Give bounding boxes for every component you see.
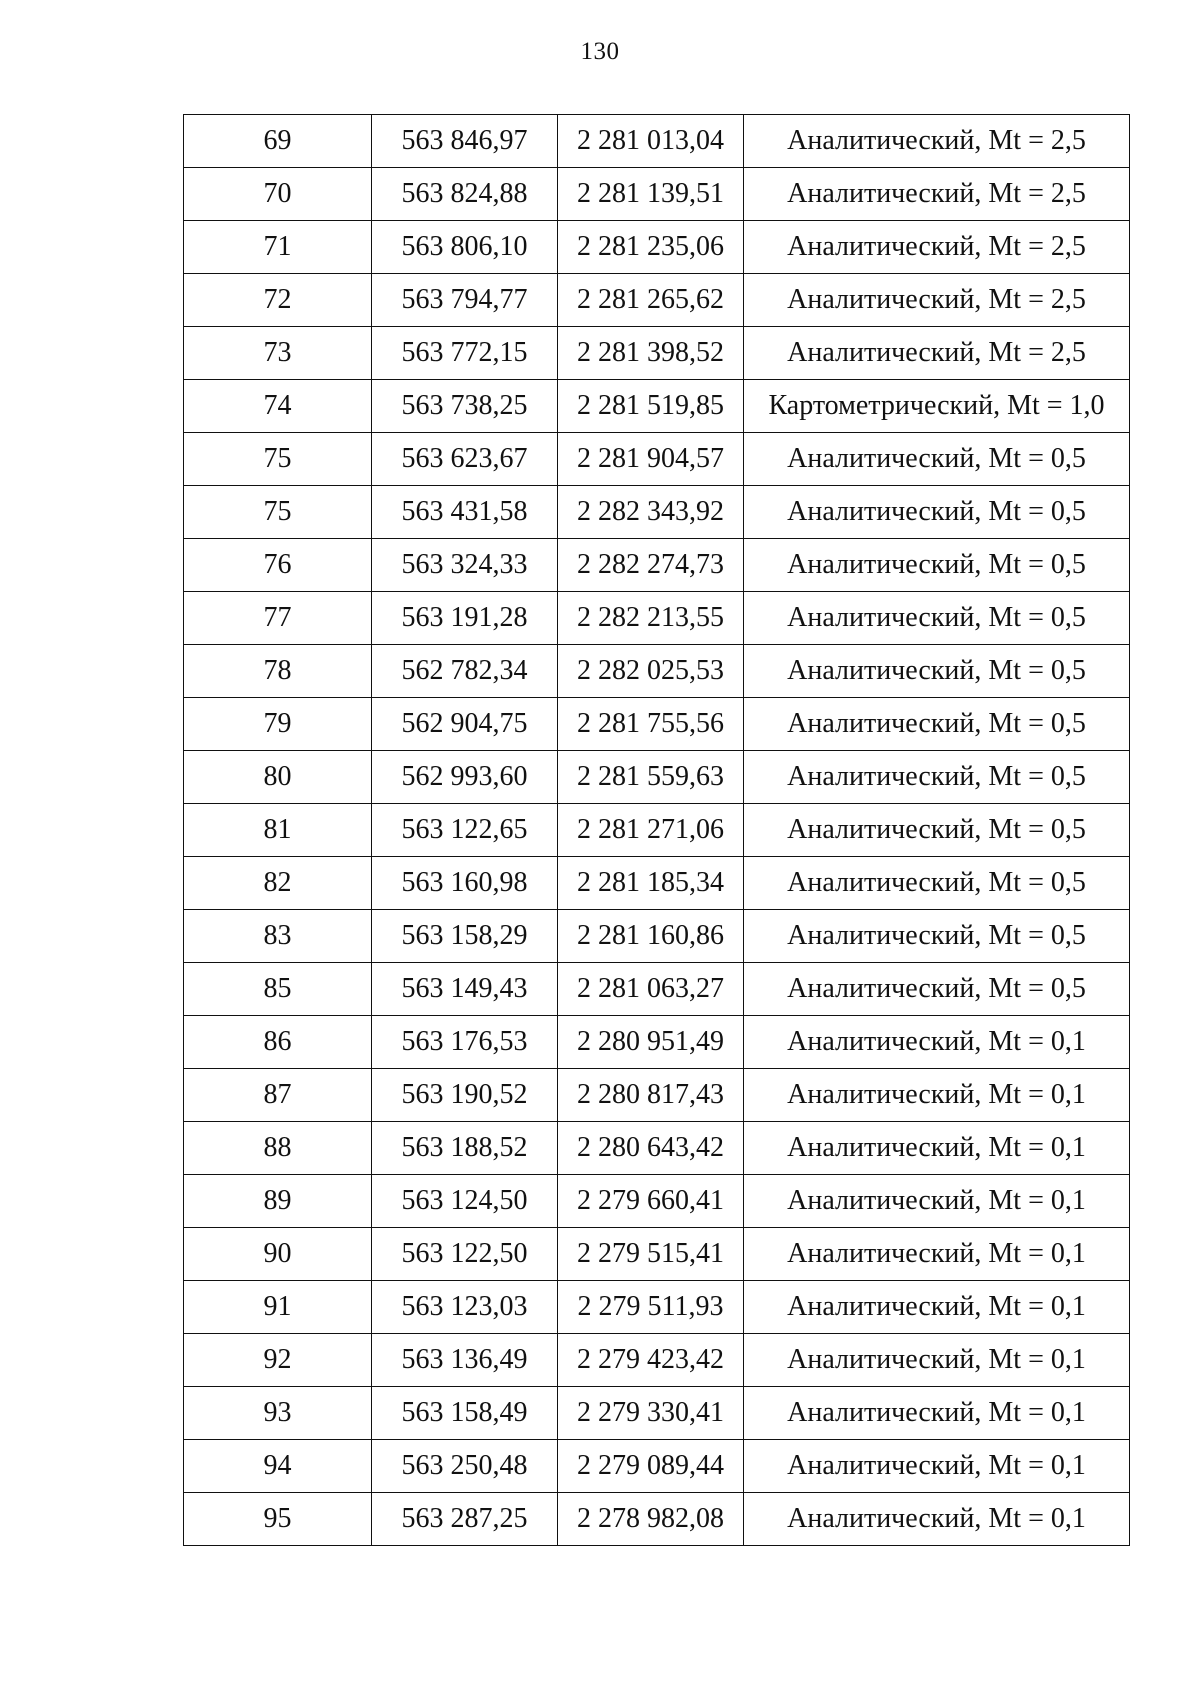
y-coordinate-cell: 2 281 235,06 (558, 221, 744, 274)
point-number-cell: 75 (184, 486, 372, 539)
table-row (184, 1016, 1130, 1069)
x-coordinate-cell: 563 124,50 (372, 1175, 558, 1228)
table-row (184, 539, 1130, 592)
point-number-cell: 90 (184, 1228, 372, 1281)
table-row (184, 380, 1130, 433)
y-coordinate-cell: 2 280 951,49 (558, 1016, 744, 1069)
method-accuracy-cell: Аналитический, Mt = 0,1 (744, 1122, 1130, 1175)
x-coordinate-cell: 563 772,15 (372, 327, 558, 380)
table-row (184, 486, 1130, 539)
coordinates-table (183, 114, 1130, 1546)
method-accuracy-cell: Аналитический, Mt = 0,1 (744, 1175, 1130, 1228)
method-accuracy-cell: Аналитический, Mt = 0,1 (744, 1493, 1130, 1546)
y-coordinate-cell: 2 282 213,55 (558, 592, 744, 645)
y-coordinate-cell: 2 279 515,41 (558, 1228, 744, 1281)
y-coordinate-cell: 2 279 089,44 (558, 1440, 744, 1493)
x-coordinate-cell: 563 122,65 (372, 804, 558, 857)
y-coordinate-cell: 2 279 330,41 (558, 1387, 744, 1440)
table-row (184, 1122, 1130, 1175)
point-number-cell: 78 (184, 645, 372, 698)
table-row (184, 168, 1130, 221)
x-coordinate-cell: 563 287,25 (372, 1493, 558, 1546)
point-number-cell: 82 (184, 857, 372, 910)
method-accuracy-cell: Аналитический, Mt = 2,5 (744, 327, 1130, 380)
x-coordinate-cell: 563 190,52 (372, 1069, 558, 1122)
y-coordinate-cell: 2 281 559,63 (558, 751, 744, 804)
table-row (184, 274, 1130, 327)
method-accuracy-cell: Аналитический, Mt = 2,5 (744, 115, 1130, 168)
point-number-cell: 92 (184, 1334, 372, 1387)
method-accuracy-cell: Аналитический, Mt = 0,5 (744, 433, 1130, 486)
table-row (184, 910, 1130, 963)
x-coordinate-cell: 563 846,97 (372, 115, 558, 168)
y-coordinate-cell: 2 281 519,85 (558, 380, 744, 433)
method-accuracy-cell: Аналитический, Mt = 0,5 (744, 539, 1130, 592)
table-row (184, 115, 1130, 168)
x-coordinate-cell: 562 993,60 (372, 751, 558, 804)
point-number-cell: 86 (184, 1016, 372, 1069)
point-number-cell: 73 (184, 327, 372, 380)
table-row (184, 1069, 1130, 1122)
coordinates-table-body (184, 115, 1130, 1546)
table-row (184, 1387, 1130, 1440)
y-coordinate-cell: 2 281 063,27 (558, 963, 744, 1016)
y-coordinate-cell: 2 279 511,93 (558, 1281, 744, 1334)
x-coordinate-cell: 563 794,77 (372, 274, 558, 327)
y-coordinate-cell: 2 281 160,86 (558, 910, 744, 963)
method-accuracy-cell: Аналитический, Mt = 2,5 (744, 274, 1130, 327)
point-number-cell: 69 (184, 115, 372, 168)
table-row (184, 327, 1130, 380)
table-row (184, 1440, 1130, 1493)
x-coordinate-cell: 563 160,98 (372, 857, 558, 910)
table-row (184, 1493, 1130, 1546)
method-accuracy-cell: Аналитический, Mt = 2,5 (744, 168, 1130, 221)
x-coordinate-cell: 562 904,75 (372, 698, 558, 751)
point-number-cell: 77 (184, 592, 372, 645)
table-row (184, 857, 1130, 910)
point-number-cell: 83 (184, 910, 372, 963)
x-coordinate-cell: 563 158,49 (372, 1387, 558, 1440)
y-coordinate-cell: 2 281 904,57 (558, 433, 744, 486)
y-coordinate-cell: 2 281 271,06 (558, 804, 744, 857)
x-coordinate-cell: 563 188,52 (372, 1122, 558, 1175)
y-coordinate-cell: 2 282 343,92 (558, 486, 744, 539)
point-number-cell: 75 (184, 433, 372, 486)
table-row (184, 1228, 1130, 1281)
point-number-cell: 93 (184, 1387, 372, 1440)
table-row (184, 433, 1130, 486)
x-coordinate-cell: 563 806,10 (372, 221, 558, 274)
table-row (184, 1175, 1130, 1228)
x-coordinate-cell: 563 136,49 (372, 1334, 558, 1387)
y-coordinate-cell: 2 281 013,04 (558, 115, 744, 168)
point-number-cell: 81 (184, 804, 372, 857)
table-row (184, 1334, 1130, 1387)
point-number-cell: 89 (184, 1175, 372, 1228)
table-row (184, 698, 1130, 751)
table-row (184, 1281, 1130, 1334)
method-accuracy-cell: Аналитический, Mt = 0,5 (744, 645, 1130, 698)
point-number-cell: 74 (184, 380, 372, 433)
x-coordinate-cell: 563 738,25 (372, 380, 558, 433)
method-accuracy-cell: Аналитический, Mt = 0,5 (744, 698, 1130, 751)
point-number-cell: 94 (184, 1440, 372, 1493)
method-accuracy-cell: Аналитический, Mt = 0,1 (744, 1228, 1130, 1281)
method-accuracy-cell: Аналитический, Mt = 0,1 (744, 1387, 1130, 1440)
x-coordinate-cell: 563 176,53 (372, 1016, 558, 1069)
x-coordinate-cell: 563 149,43 (372, 963, 558, 1016)
y-coordinate-cell: 2 281 265,62 (558, 274, 744, 327)
y-coordinate-cell: 2 282 025,53 (558, 645, 744, 698)
point-number-cell: 88 (184, 1122, 372, 1175)
y-coordinate-cell: 2 281 755,56 (558, 698, 744, 751)
point-number-cell: 72 (184, 274, 372, 327)
y-coordinate-cell: 2 280 643,42 (558, 1122, 744, 1175)
method-accuracy-cell: Аналитический, Mt = 0,1 (744, 1440, 1130, 1493)
point-number-cell: 80 (184, 751, 372, 804)
page-number: 130 (580, 38, 620, 65)
x-coordinate-cell: 563 623,67 (372, 433, 558, 486)
point-number-cell: 71 (184, 221, 372, 274)
y-coordinate-cell: 2 279 423,42 (558, 1334, 744, 1387)
method-accuracy-cell: Аналитический, Mt = 0,5 (744, 804, 1130, 857)
y-coordinate-cell: 2 280 817,43 (558, 1069, 744, 1122)
method-accuracy-cell: Аналитический, Mt = 0,5 (744, 857, 1130, 910)
x-coordinate-cell: 563 158,29 (372, 910, 558, 963)
x-coordinate-cell: 563 431,58 (372, 486, 558, 539)
y-coordinate-cell: 2 281 139,51 (558, 168, 744, 221)
y-coordinate-cell: 2 281 185,34 (558, 857, 744, 910)
x-coordinate-cell: 563 191,28 (372, 592, 558, 645)
point-number-cell: 91 (184, 1281, 372, 1334)
point-number-cell: 79 (184, 698, 372, 751)
x-coordinate-cell: 563 324,33 (372, 539, 558, 592)
y-coordinate-cell: 2 278 982,08 (558, 1493, 744, 1546)
y-coordinate-cell: 2 281 398,52 (558, 327, 744, 380)
table-row (184, 592, 1130, 645)
method-accuracy-cell: Аналитический, Mt = 0,5 (744, 963, 1130, 1016)
x-coordinate-cell: 563 123,03 (372, 1281, 558, 1334)
x-coordinate-cell: 563 250,48 (372, 1440, 558, 1493)
point-number-cell: 70 (184, 168, 372, 221)
point-number-cell: 76 (184, 539, 372, 592)
table-row (184, 221, 1130, 274)
method-accuracy-cell: Аналитический, Mt = 0,1 (744, 1069, 1130, 1122)
method-accuracy-cell: Аналитический, Mt = 2,5 (744, 221, 1130, 274)
table-row (184, 751, 1130, 804)
y-coordinate-cell: 2 282 274,73 (558, 539, 744, 592)
table-row (184, 645, 1130, 698)
method-accuracy-cell: Аналитический, Mt = 0,1 (744, 1281, 1130, 1334)
point-number-cell: 95 (184, 1493, 372, 1546)
point-number-cell: 85 (184, 963, 372, 1016)
x-coordinate-cell: 563 122,50 (372, 1228, 558, 1281)
method-accuracy-cell: Аналитический, Mt = 0,5 (744, 910, 1130, 963)
method-accuracy-cell: Аналитический, Mt = 0,5 (744, 592, 1130, 645)
point-number-cell: 87 (184, 1069, 372, 1122)
method-accuracy-cell: Аналитический, Mt = 0,5 (744, 486, 1130, 539)
x-coordinate-cell: 562 782,34 (372, 645, 558, 698)
method-accuracy-cell: Аналитический, Mt = 0,1 (744, 1016, 1130, 1069)
table-row (184, 804, 1130, 857)
y-coordinate-cell: 2 279 660,41 (558, 1175, 744, 1228)
method-accuracy-cell: Аналитический, Mt = 0,5 (744, 751, 1130, 804)
method-accuracy-cell: Аналитический, Mt = 0,1 (744, 1334, 1130, 1387)
table-row (184, 963, 1130, 1016)
x-coordinate-cell: 563 824,88 (372, 168, 558, 221)
method-accuracy-cell: Картометрический, Mt = 1,0 (744, 380, 1130, 433)
